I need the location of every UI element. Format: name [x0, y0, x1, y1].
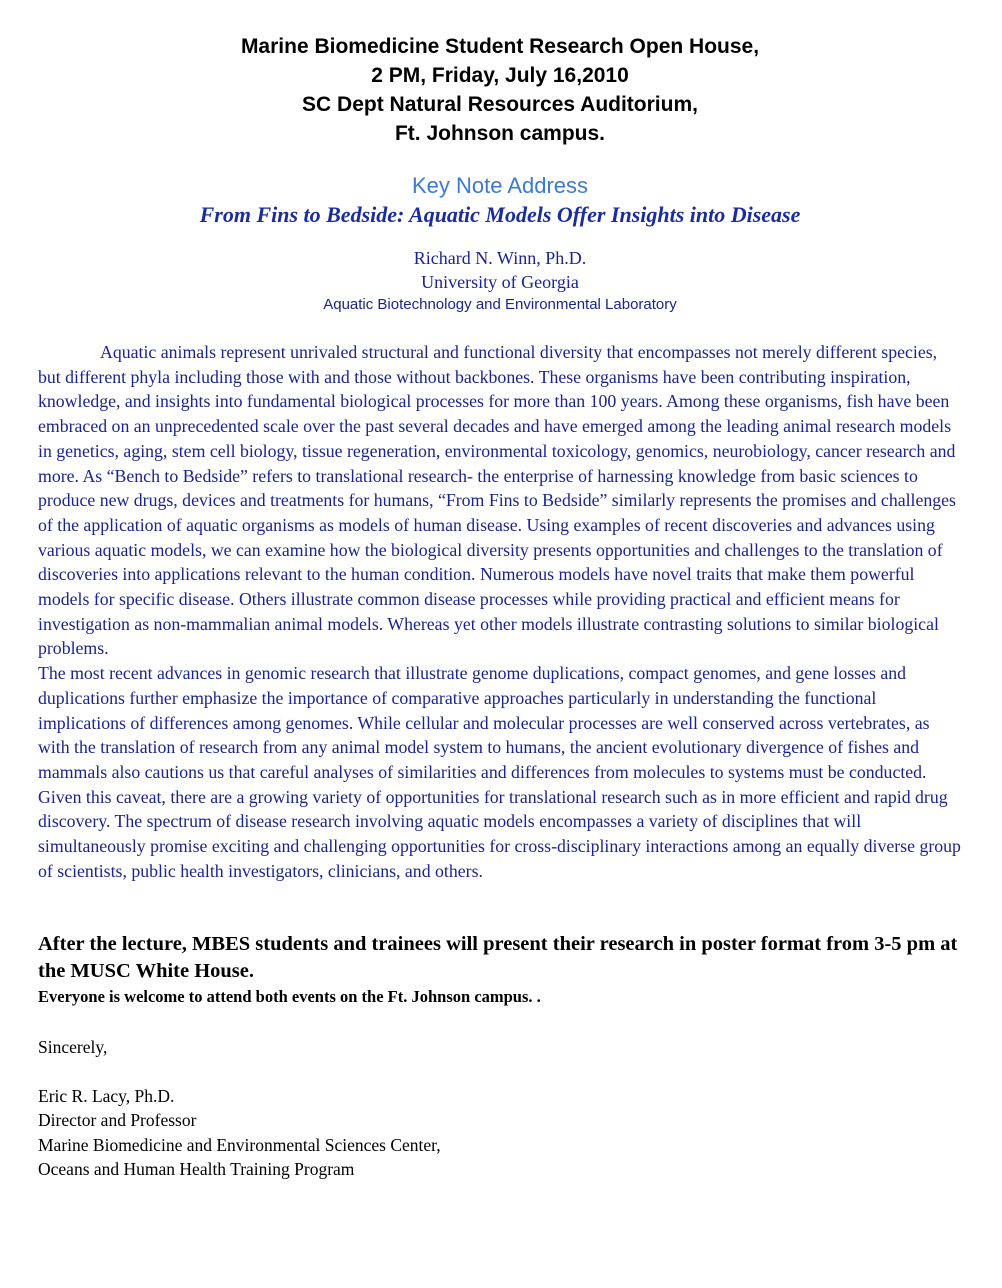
after-lecture-notice — [38, 931, 962, 1009]
keynote-title: From Fins to Bedside: Aquatic Models Offer Insights into Disease — [199, 202, 801, 227]
speaker-university: University of Georgia — [421, 272, 579, 292]
keynote-label: Key Note Address — [411, 173, 589, 198]
signer-center: Marine Biomedicine and Environmental Sciences Center, — [38, 1134, 441, 1155]
speaker-lab: Aquatic Biotechnology and Environmental Laboratory — [323, 296, 677, 313]
poster-session-announcement: After the lecture, MBES students and trainees will present their research in poster format from 3-5 pm at the MUSC White House. — [38, 933, 958, 983]
speaker-name: Richard N. Winn, Ph.D. — [413, 248, 587, 268]
signer-title: Director and Professor — [38, 1110, 197, 1131]
event-venue-line: SC Dept Natural Resources Auditorium, — [302, 93, 698, 116]
abstract-body — [38, 340, 962, 883]
welcome-note: Everyone is welcome to attend both events on the Ft. Johnson campus. . — [38, 987, 541, 1007]
event-title-line: Marine Biomedicine Student Research Open House, — [240, 35, 760, 58]
signer-name: Eric R. Lacy, Ph.D. — [38, 1085, 175, 1106]
event-campus-line: Ft. Johnson campus. — [394, 122, 606, 145]
signature-block — [38, 1084, 962, 1182]
abstract-paragraph-2: The most recent advances in genomic research that illustrate genome duplications, compact genomes, and gene losses and duplications further emphasize the importance of comparative approaches particularly in understanding the functional implications of differences among genomes. While cellular and molecular processes are well conserved across vertebrates, as with the translation of research from any animal model system to humans, the ancient evolutionary divergence of fishes and mammals also cautions us that careful analyses of similarities and differences from molecules to systems must be conducted. Given this caveat, there are a growing variety of opportunities for translational research such as in more efficient and rapid drug discovery. The spectrum of disease research involving aquatic models encompasses a variety of disciplines that will simultaneously promise exciting and challenging opportunities for cross-disciplinary interactions among an equally diverse group of scientists, public health investigators, clinicians, and others. — [38, 663, 961, 881]
event-header — [38, 32, 962, 148]
abstract-paragraph-1: Aquatic animals represent unrivaled structural and functional diversity that encompasses not merely different species, but different phyla including those with and those without backbones. These organisms have been contributing inspiration, knowledge, and insights into fundamental biological processes for more than 100 years. Among these organisms, fish have been embraced on an unprecedented scale over the past several decades and have emerged among the leading animal research models in genetics, aging, stem cell biology, tissue regeneration, environmental toxicology, genomics, neurobiology, cancer research and more. As “Bench to Bedside” refers to translational research- the enterprise of harnessing knowledge from basic sciences to produce new drugs, devices and treatments for humans, “From Fins to Bedside” similarly represents the promises and challenges of the application of aquatic organisms as models of human disease. Using examples of recent discoveries and advances using various aquatic models, we can examine how the biological diversity presents opportunities and challenges to the translation of discoveries into applications relevant to the human condition. Numerous models have novel traits that make them powerful models for specific disease. Others illustrate common disease processes while providing practical and efficient means for investigation as non-mammalian animal models. Whereas yet other models illustrate contrasting solutions to similar biological problems. — [38, 342, 956, 659]
speaker-info — [38, 246, 962, 316]
signer-program: Oceans and Human Health Training Program — [38, 1159, 355, 1180]
event-datetime-line: 2 PM, Friday, July 16,2010 — [371, 64, 629, 87]
closing-salutation: Sincerely, — [38, 1037, 108, 1058]
